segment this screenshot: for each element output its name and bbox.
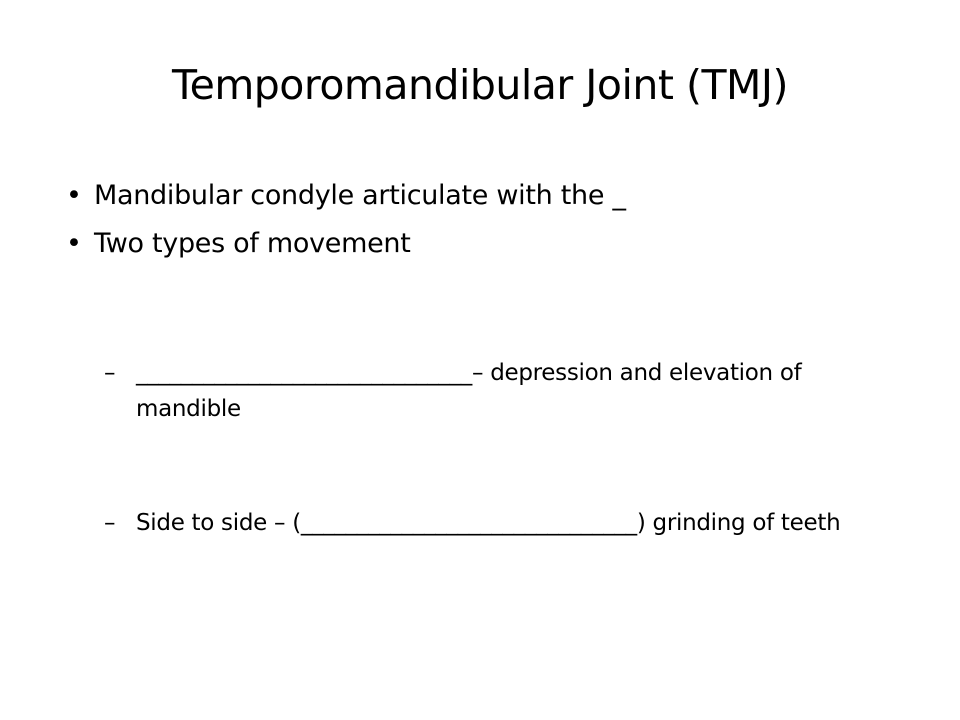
sub-bullet-text: ______________________________– depression and elevation of mandible: [136, 360, 802, 422]
sub-bullet-list: [104, 506, 904, 542]
dash-marker: –: [104, 510, 116, 536]
bullet-item: [66, 228, 896, 260]
dash-marker: –: [104, 360, 116, 386]
bullet-marker: •: [66, 180, 82, 211]
sub-bullet-item: [104, 356, 904, 427]
bullet-item: [66, 180, 896, 212]
sub-bullet-list: [104, 356, 904, 427]
bullet-list: [66, 180, 896, 277]
sub-bullet-item: [104, 506, 904, 542]
sub-bullet-text: Side to side – (______________________________) grinding of teeth: [136, 510, 841, 536]
bullet-text: Two types of movement: [94, 228, 411, 260]
bullet-text: Mandibular condyle articulate with the _: [94, 180, 626, 211]
slide-title: Temporomandibular Joint (TMJ): [172, 61, 788, 109]
bullet-marker: •: [66, 228, 82, 260]
